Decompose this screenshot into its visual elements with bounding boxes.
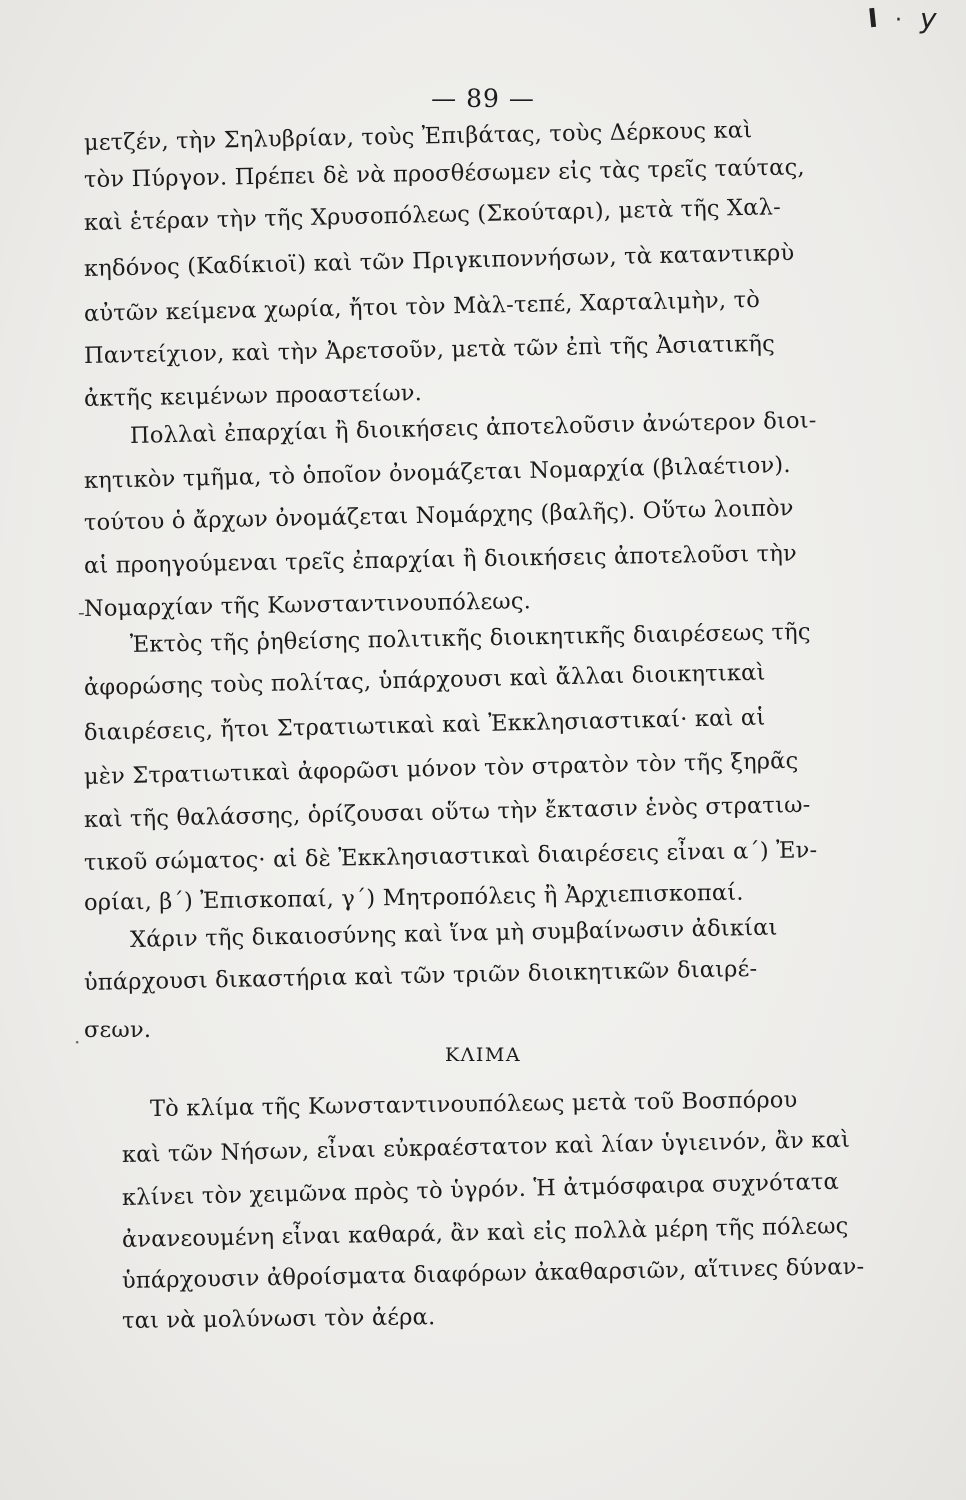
text-line: ται νὰ μολύνωσι τὸν ἀέρα.: [121, 1304, 436, 1334]
section-heading: ΚΛΙΜΑ: [444, 1044, 522, 1066]
text-line: διαιρέσεις, ἤτοι Στρατιωτικαὶ καὶ Ἐκκλησιαστικαί· καὶ αἱ: [83, 704, 766, 746]
text-line: αἱ προηγούμεναι τρεῖς ἐπαρχίαι ἢ διοικήσεις ἀποτελοῦσι τὴν: [83, 540, 798, 579]
text-line: ἀνανεουμένη εἶναι καθαρά, ἂν καὶ εἰς πολλὰ μέρη τῆς πόλεως: [121, 1213, 849, 1253]
margin-dot-mark: ·: [74, 1030, 81, 1054]
text-line: μετζέν, τὴν Σηλυβρίαν, τοὺς Ἐπιβάτας, τοὺς Δέρκους καὶ: [83, 117, 753, 156]
margin-mark-top-c: y: [920, 2, 937, 35]
text-line: σεων.: [84, 1017, 152, 1043]
text-line: κηδόνος (Καδίκιοϊ) καὶ τῶν Πριγκιποννήσων, τὰ καταντικρὺ: [83, 239, 795, 282]
text-line: Πολλαὶ ἐπαρχίαι ἢ διοικήσεις ἀποτελοῦσιν ἀνώτερον διοι-: [129, 407, 817, 449]
text-line: μὲν Στρατιωτικαὶ ἀφορῶσι μόνον τὸν στρατὸν τὸν τῆς ξηρᾶς: [83, 747, 799, 790]
text-line: τούτου ὁ ἄρχων ὀνομάζεται Νομάρχης (βαλῆς). Οὕτω λοιπὸν: [83, 495, 794, 536]
margin-dash-mark: -: [78, 600, 85, 624]
text-line: Νομαρχίαν τῆς Κωνσταντινουπόλεως.: [83, 588, 532, 622]
text-line: κλίνει τὸν χειμῶνα πρὸς τὸ ὑγρόν. Ἡ ἀτμόσφαιρα συχνότατα: [121, 1168, 840, 1211]
text-line: ορίαι, β΄) Ἐπισκοπαί, γ΄) Μητροπόλεις ἢ Ἀρχιεπισκοπαί.: [83, 879, 744, 916]
text-line: καὶ τῆς θαλάσσης, ὁρίζουσαι οὕτω τὴν ἔκτασιν ἑνὸς στρατιω-: [83, 791, 811, 833]
text-line: Ἐκτὸς τῆς ῥηθείσης πολιτικῆς διοικητικῆς διαιρέσεως τῆς: [129, 618, 811, 658]
text-line: αὐτῶν κείμενα χωρία, ἤτοι τὸν Μὰλ-τεπέ, Χαρταλιμὴν, τὸ: [83, 286, 761, 327]
text-line: ὑπάρχουσι δικαστήρια καὶ τῶν τριῶν διοικητικῶν διαιρέ-: [83, 955, 758, 996]
text-line: Παντείχιον, καὶ τὴν Ἀρετσοῦν, μετὰ τῶν ἐπὶ τῆς Ἀσιατικῆς: [83, 330, 776, 369]
text-line: ὑπάρχουσιν ἀθροίσματα διαφόρων ἀκαθαρσιῶν, αἵτινες δύναν-: [121, 1253, 865, 1294]
text-line: κητικὸν τμῆμα, τὸ ὁποῖον ὀνομάζεται Νομαρχία (βιλαέτιον).: [83, 451, 791, 494]
text-line: καὶ τῶν Νήσων, εἶναι εὐκραέστατον καὶ λίαν ὑγιεινόν, ἂν καὶ: [121, 1126, 851, 1168]
text-line: τὸν Πύργον. Πρέπει δὲ νὰ προσθέσωμεν εἰς τὰς τρεῖς ταύτας,: [83, 154, 805, 193]
text-line: ἀφορώσης τοὺς πολίτας, ὑπάρχουσι καὶ ἄλλαι διοικητικαὶ: [83, 659, 766, 701]
text-line: ἀκτῆς κειμένων προαστείων.: [83, 380, 423, 412]
text-line: τικοῦ σώματος· αἱ δὲ Ἐκκλησιαστικαὶ διαιρέσεις εἶναι α΄) Ἐν-: [83, 837, 818, 876]
text-line: καὶ ἑτέραν τὴν τῆς Χρυσοπόλεως (Σκούταρι), μετὰ τῆς Χαλ-: [83, 194, 782, 236]
margin-mark-top-b: ·: [895, 8, 902, 33]
page-number: — 89 —: [431, 84, 535, 113]
text-line: Τὸ κλίμα τῆς Κωνσταντινουπόλεως μετὰ τοῦ Βοσπόρου: [149, 1086, 798, 1122]
margin-mark-top-a: I: [866, 3, 880, 35]
text-line: Χάριν τῆς δικαιοσύνης καὶ ἵνα μὴ συμβαίνωσιν ἀδικίαι: [129, 914, 778, 953]
